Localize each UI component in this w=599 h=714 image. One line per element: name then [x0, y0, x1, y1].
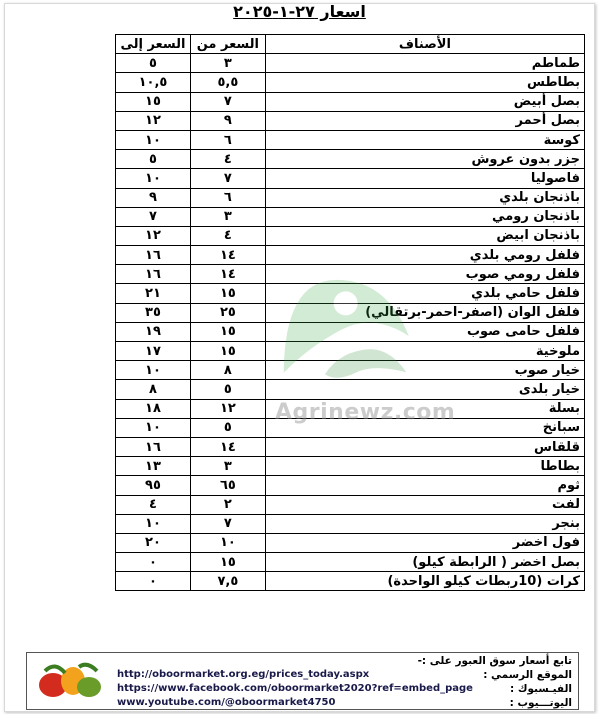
price-to: ٨: [116, 380, 191, 399]
table-row: [116, 457, 585, 476]
table-row: [116, 437, 585, 456]
price-from: ١٥: [190, 553, 265, 572]
youtube-label: اليوتـــيوب :: [509, 697, 572, 709]
footer-intro: تابع أسعار سوق العبور على :-: [417, 655, 572, 667]
item-name: بطاطا: [265, 457, 584, 476]
vegetables-image: [35, 661, 105, 701]
price-to: ٧: [116, 207, 191, 226]
price-to: ١٩: [116, 322, 191, 341]
price-to: ٠: [116, 572, 191, 591]
table-row: [116, 342, 585, 361]
item-name: بطاطس: [265, 73, 584, 92]
item-name: لفت: [265, 495, 584, 514]
facebook-link[interactable]: https://www.facebook.com/oboormarket2020?ref=embed_page: [117, 683, 473, 694]
table-row: [116, 188, 585, 207]
table-row: [116, 265, 585, 284]
price-from: ١٥: [190, 322, 265, 341]
item-name: فلفل حامى صوب: [265, 322, 584, 341]
table-row: [116, 476, 585, 495]
official-site-label: الموقع الرسمي :: [483, 669, 572, 681]
price-from: ٣: [190, 457, 265, 476]
table-row: [116, 399, 585, 418]
table-row: [116, 553, 585, 572]
price-to: ٢١: [116, 284, 191, 303]
item-name: قلقاس: [265, 437, 584, 456]
price-from: ١٤: [190, 437, 265, 456]
price-to: ١٠: [116, 169, 191, 188]
price-from: ٤: [190, 226, 265, 245]
youtube-link[interactable]: www.youtube.com/@oboormarket4750: [117, 697, 336, 708]
item-name: باذنجان رومي: [265, 207, 584, 226]
price-from: ٥,٥: [190, 73, 265, 92]
item-name: ثوم: [265, 476, 584, 495]
table-row: [116, 418, 585, 437]
price-from: ١٢: [190, 399, 265, 418]
footer-labels: [418, 654, 572, 710]
price-to: ٥: [116, 150, 191, 169]
price-to: ٥: [116, 54, 191, 73]
price-to: ١٠: [116, 130, 191, 149]
price-from: ٢٥: [190, 303, 265, 322]
price-to: ١٥: [116, 92, 191, 111]
page-title: اسعار ٢٧-١-٢٠٢٥: [233, 2, 366, 21]
table-row: [116, 111, 585, 130]
price-to: ٢٠: [116, 533, 191, 552]
item-name: بسلة: [265, 399, 584, 418]
price-to: ١٠: [116, 418, 191, 437]
price-to: ١٦: [116, 265, 191, 284]
item-name: كرات (10ربطات كيلو الواحدة): [265, 572, 584, 591]
price-to: ١٢: [116, 226, 191, 245]
header-price-to: السعر إلى: [116, 35, 191, 54]
price-from: ٥: [190, 380, 265, 399]
price-table: [115, 34, 585, 591]
item-name: جزر بدون عروش: [265, 150, 584, 169]
price-from: ٣: [190, 207, 265, 226]
item-name: خيار صوب: [265, 361, 584, 380]
table-row: [116, 303, 585, 322]
price-from: ٢: [190, 495, 265, 514]
price-to: ١٣: [116, 457, 191, 476]
price-from: ٩: [190, 111, 265, 130]
price-to: ١٦: [116, 246, 191, 265]
table-row: [116, 73, 585, 92]
price-to: ٤: [116, 495, 191, 514]
price-to: ١٢: [116, 111, 191, 130]
item-name: سبانخ: [265, 418, 584, 437]
item-name: فاصوليا: [265, 169, 584, 188]
table-row: [116, 169, 585, 188]
price-from: ١٥: [190, 284, 265, 303]
item-name: بصل أبيض: [265, 92, 584, 111]
price-from: ٧: [190, 514, 265, 533]
price-from: ٧: [190, 169, 265, 188]
price-from: ١٤: [190, 246, 265, 265]
table-row: [116, 207, 585, 226]
table-row: [116, 380, 585, 399]
item-name: فول اخضر: [265, 533, 584, 552]
table-row: [116, 92, 585, 111]
table-row: [116, 533, 585, 552]
price-from: ٧: [190, 92, 265, 111]
price-to: ١٦: [116, 437, 191, 456]
price-to: ٩٥: [116, 476, 191, 495]
table-row: [116, 495, 585, 514]
item-name: فلفل رومي صوب: [265, 265, 584, 284]
table-row: [116, 150, 585, 169]
footer-box: [26, 652, 579, 710]
table-row: [116, 246, 585, 265]
official-site-link[interactable]: http://oboormarket.org.eg/prices_today.aspx: [117, 669, 370, 680]
item-name: خيار بلدى: [265, 380, 584, 399]
price-to: ٠: [116, 553, 191, 572]
price-from: ٤: [190, 150, 265, 169]
item-name: طماطم: [265, 54, 584, 73]
table-header-row: [116, 35, 585, 54]
table-row: [116, 514, 585, 533]
table-row: [116, 284, 585, 303]
table-row: [116, 54, 585, 73]
item-name: فلفل رومي بلدي: [265, 246, 584, 265]
price-from: ٥: [190, 418, 265, 437]
item-name: كوسة: [265, 130, 584, 149]
price-to: ١٨: [116, 399, 191, 418]
table-row: [116, 361, 585, 380]
item-name: فلفل حامي بلدي: [265, 284, 584, 303]
facebook-label: الفيـسبوك :: [509, 683, 572, 695]
table-row: [116, 572, 585, 591]
header-price-from: السعر من: [190, 35, 265, 54]
item-name: بنجر: [265, 514, 584, 533]
item-name: فلفل الوان (اصفر-احمر-برتقالي): [265, 303, 584, 322]
item-name: بصل اخضر ( الرابطة كيلو): [265, 553, 584, 572]
item-name: باذنجان بلدي: [265, 188, 584, 207]
table-row: [116, 226, 585, 245]
price-to: ٣٥: [116, 303, 191, 322]
price-from: ٨: [190, 361, 265, 380]
item-name: باذنجان ابيض: [265, 226, 584, 245]
price-from: ١٥: [190, 342, 265, 361]
item-name: ملوخية: [265, 342, 584, 361]
price-to: ١٠: [116, 361, 191, 380]
price-from: ٦: [190, 130, 265, 149]
price-from: ١٠: [190, 533, 265, 552]
table-row: [116, 130, 585, 149]
price-from: ٧,٥: [190, 572, 265, 591]
price-from: ٦٥: [190, 476, 265, 495]
table-row: [116, 322, 585, 341]
watermark-site: Agrinewz.com: [275, 400, 456, 425]
price-from: ٣: [190, 54, 265, 73]
price-to: ٩: [116, 188, 191, 207]
price-to: ١٠: [116, 514, 191, 533]
price-to: ١٠,٥: [116, 73, 191, 92]
price-from: ١٤: [190, 265, 265, 284]
price-from: ٦: [190, 188, 265, 207]
price-to: ١٧: [116, 342, 191, 361]
header-item: الأصناف: [265, 35, 584, 54]
item-name: بصل أحمر: [265, 111, 584, 130]
